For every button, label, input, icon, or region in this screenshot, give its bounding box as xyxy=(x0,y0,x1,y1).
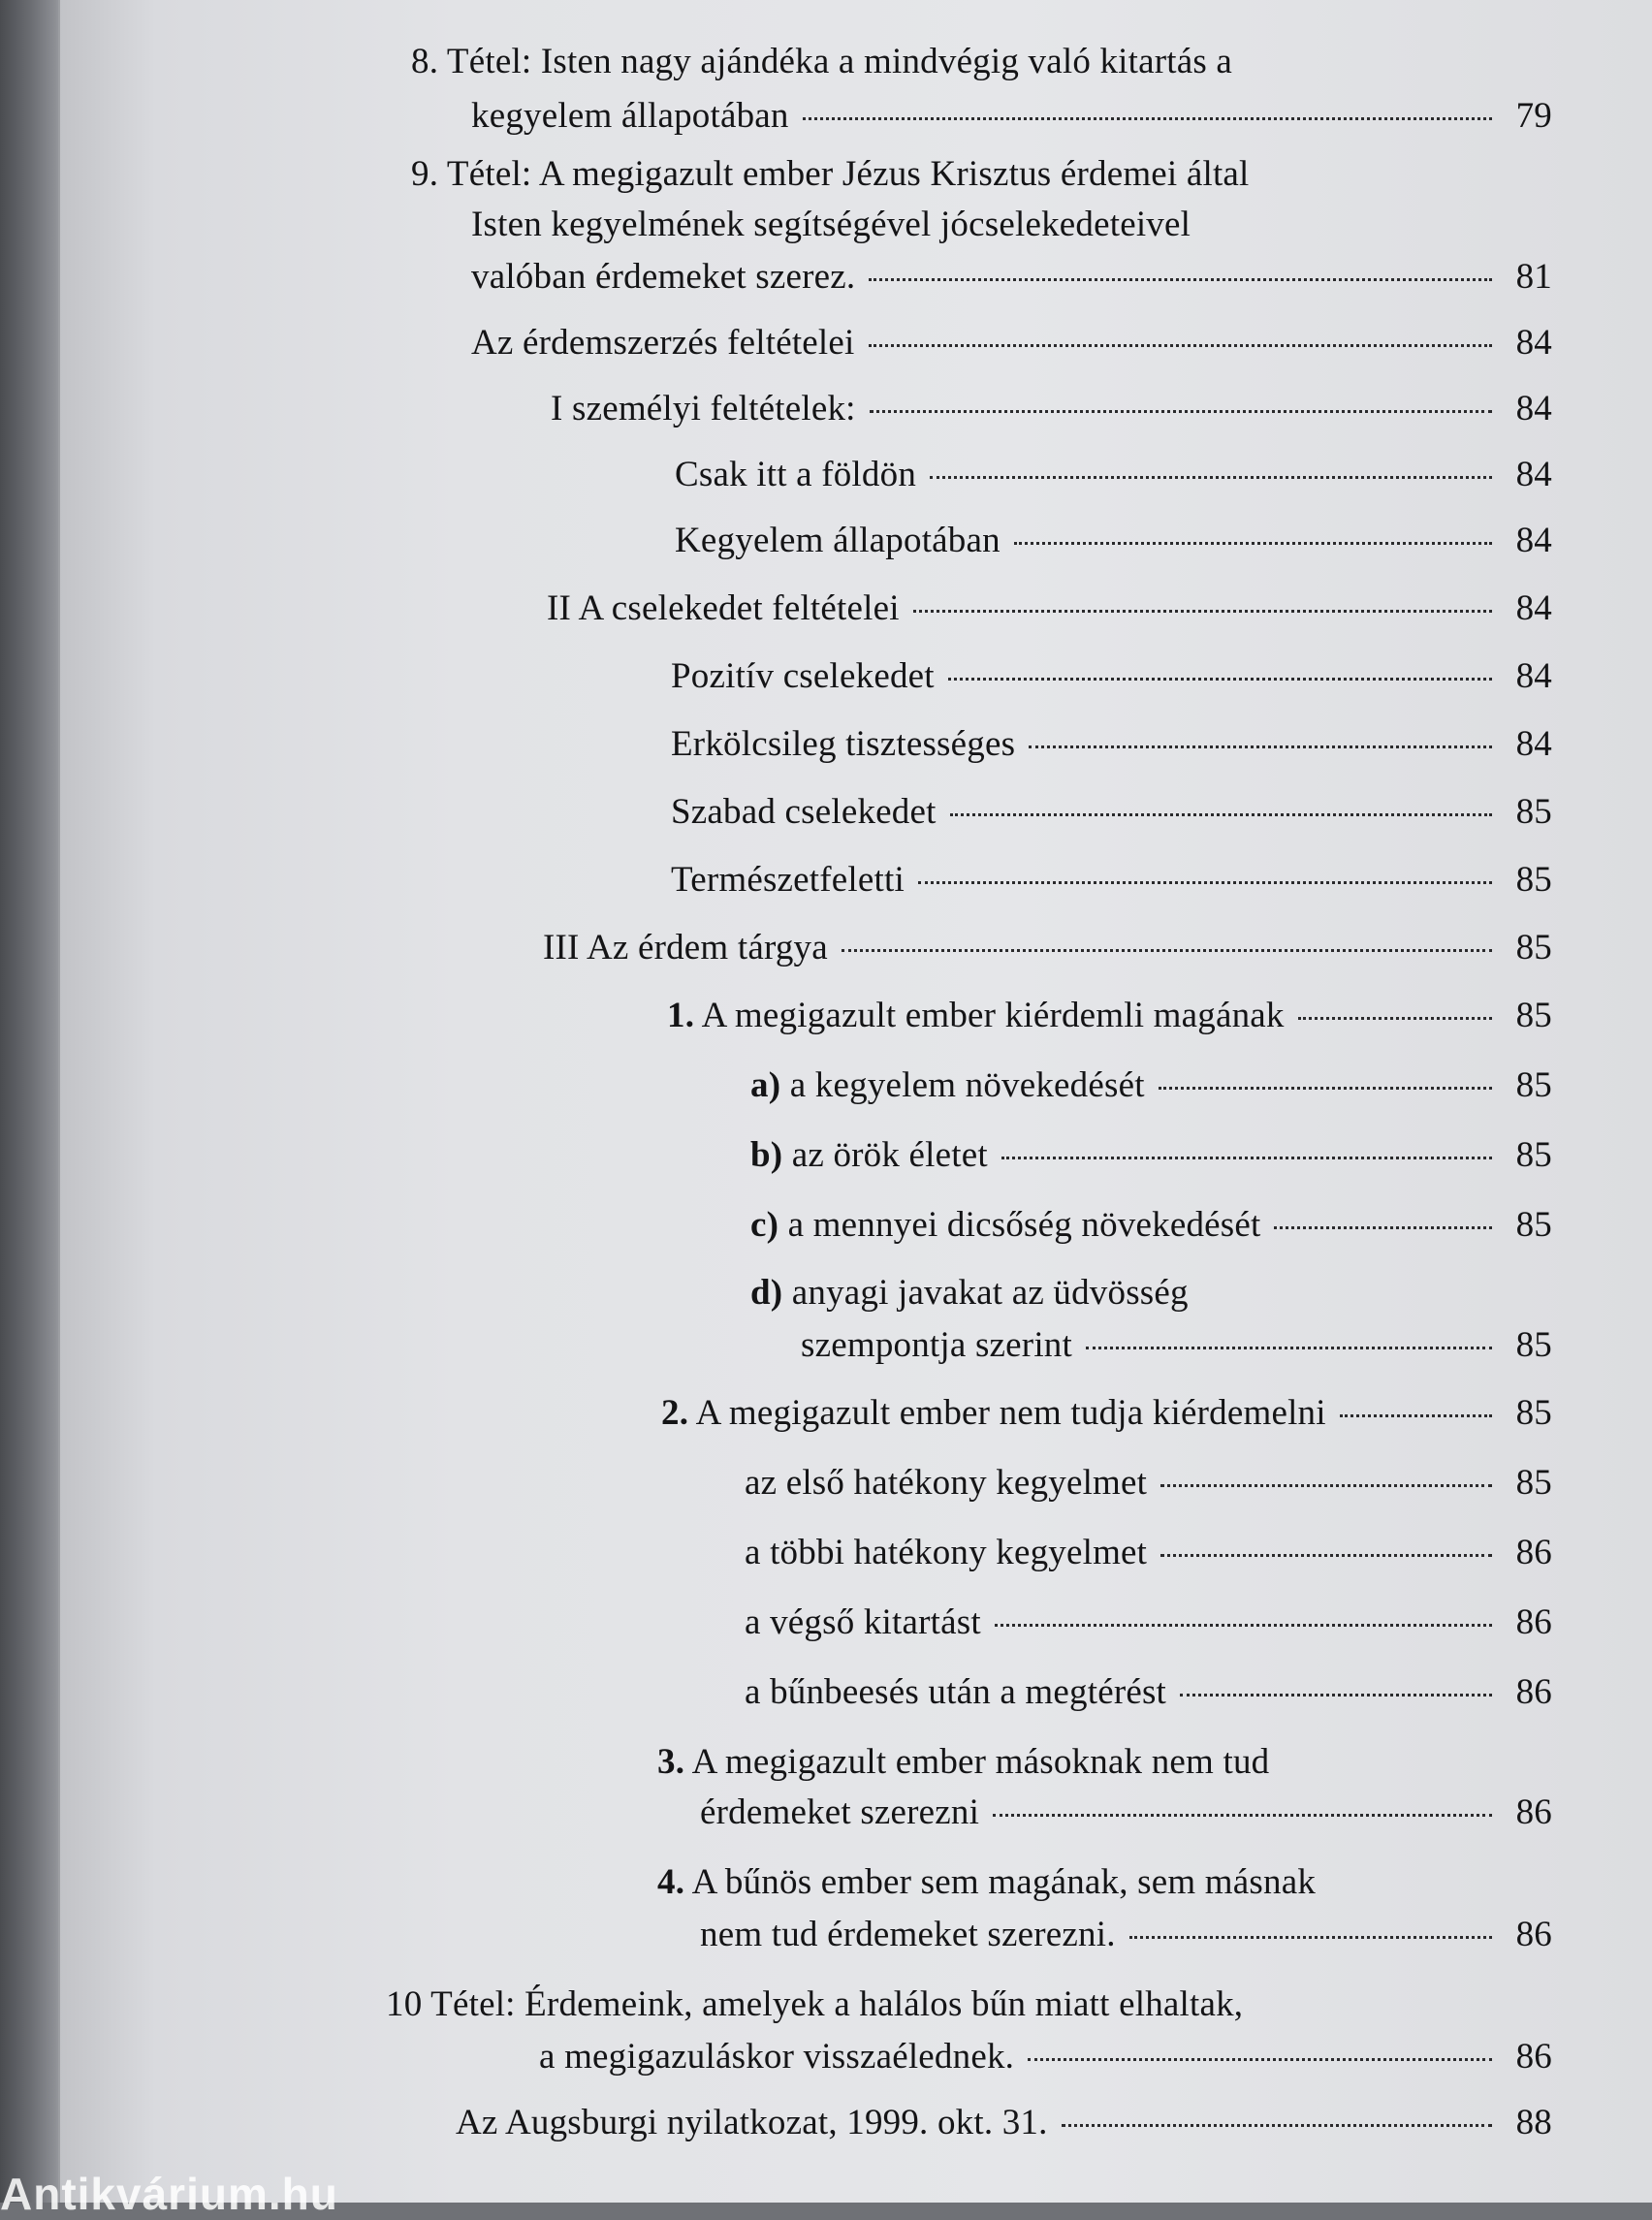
dot-leader xyxy=(1129,1936,1492,1939)
watermark-logo: Antikvárium.hu xyxy=(0,2169,338,2219)
dot-leader xyxy=(995,1624,1492,1627)
item-letter: b) xyxy=(750,1135,783,1175)
toc-entry-text: Isten kegyelmének segítségével jócselekedeteivel xyxy=(471,205,1191,244)
toc-entry-text: a megigazuláskor visszaélednek. xyxy=(539,2037,1015,2077)
toc-entry-text: A megigazult ember másoknak nem tud xyxy=(691,1742,1270,1782)
page-number: 84 xyxy=(1515,724,1552,764)
toc-entry-text: Erkölcsileg tisztességes xyxy=(671,724,1016,764)
page-number: 84 xyxy=(1515,323,1552,363)
dot-leader xyxy=(1298,1017,1492,1020)
page-number: 84 xyxy=(1515,588,1552,628)
page-number: 85 xyxy=(1515,996,1552,1035)
page-number: 86 xyxy=(1515,1602,1552,1642)
toc-entry xyxy=(657,1861,1552,1958)
dot-leader xyxy=(918,881,1492,884)
toc-entry-text: III Az érdem tárgya xyxy=(543,928,828,967)
item-number: 1. xyxy=(667,996,695,1035)
toc-entry-text: valóban érdemeket szerez. xyxy=(471,257,856,297)
toc-entry-text: kegyelem állapotában xyxy=(471,96,789,136)
page-number: 85 xyxy=(1515,1135,1552,1175)
dot-leader xyxy=(1001,1157,1492,1159)
dot-leader xyxy=(1160,1484,1492,1487)
toc-entry-text: a többi hatékony kegyelmet xyxy=(745,1533,1148,1572)
toc-entry xyxy=(750,1272,1552,1369)
dot-leader xyxy=(1028,2058,1492,2061)
page-number: 88 xyxy=(1515,2103,1552,2142)
toc-entry-text: nem tud érdemeket szerezni. xyxy=(700,1915,1116,1954)
toc-entry-text: Szabad cselekedet xyxy=(671,792,937,832)
dot-leader xyxy=(948,678,1492,681)
toc-entry-text: Csak itt a földön xyxy=(675,455,917,494)
toc-entry-text: az első hatékony kegyelmet xyxy=(745,1463,1148,1503)
dot-leader xyxy=(1274,1226,1492,1229)
toc-entry-text: Kegyelem állapotában xyxy=(675,521,1001,560)
dot-leader xyxy=(993,1814,1492,1817)
toc-entry-text: II A cselekedet feltételei xyxy=(547,588,900,628)
dot-leader xyxy=(1086,1347,1492,1349)
dot-leader xyxy=(869,344,1492,347)
page-number: 79 xyxy=(1515,96,1552,136)
toc-entry-text: Az Augsburgi nyilatkozat, 1999. okt. 31. xyxy=(456,2103,1048,2142)
toc-entry-text: A bűnös ember sem magának, sem másnak xyxy=(691,1862,1317,1902)
page-number: 84 xyxy=(1515,656,1552,696)
dot-leader xyxy=(869,278,1492,281)
toc-entry-text: a kegyelem növekedését xyxy=(789,1065,1145,1105)
page-number: 85 xyxy=(1515,860,1552,900)
toc-entry xyxy=(386,1983,1552,2080)
toc-entry-text: érdemeket szerezni xyxy=(700,1792,980,1832)
dot-leader xyxy=(950,813,1492,816)
item-number: 4. xyxy=(657,1862,685,1902)
toc-entry xyxy=(411,153,1552,299)
page-number: 85 xyxy=(1515,1065,1552,1105)
page-number: 84 xyxy=(1515,455,1552,494)
toc-entry-text: az örök életet xyxy=(791,1135,988,1175)
page-number: 86 xyxy=(1515,1533,1552,1572)
page-number: 85 xyxy=(1515,1325,1552,1365)
toc-entry-text: a végső kitartást xyxy=(745,1602,981,1642)
page-number: 86 xyxy=(1515,2037,1552,2077)
page-number: 86 xyxy=(1515,1672,1552,1712)
page-number: 85 xyxy=(1515,1205,1552,1245)
toc-entry-text: szempontja szerint xyxy=(801,1325,1072,1365)
dot-leader xyxy=(1180,1694,1492,1697)
dot-leader xyxy=(842,949,1492,952)
page-number: 81 xyxy=(1515,257,1552,297)
toc-entry-text: Természetfeletti xyxy=(671,860,905,900)
page-number: 84 xyxy=(1515,389,1552,428)
toc-entry-text: a mennyei dicsőség növekedését xyxy=(787,1205,1261,1245)
dot-leader xyxy=(870,410,1492,413)
toc-entry-text: Az érdemszerzés feltételei xyxy=(471,323,855,363)
page-number: 86 xyxy=(1515,1792,1552,1832)
dot-leader xyxy=(1340,1414,1492,1417)
toc-entry xyxy=(657,1741,1552,1838)
toc-entry-text: 9. Tétel: A megigazult ember Jézus Krisztus érdemei által xyxy=(411,154,1250,194)
toc-entry-text: a bűnbeesés után a megtérést xyxy=(745,1672,1167,1712)
item-letter: a) xyxy=(750,1065,781,1105)
item-letter: d) xyxy=(750,1273,783,1313)
toc-entry xyxy=(411,41,1552,138)
dot-leader xyxy=(1160,1554,1492,1557)
dot-leader xyxy=(1029,745,1492,748)
page-number: 85 xyxy=(1515,792,1552,832)
page-number: 85 xyxy=(1515,1463,1552,1503)
toc-entry-text: 10 Tétel: Érdemeink, amelyek a halálos bűn miatt elhaltak, xyxy=(386,1984,1244,2024)
dot-leader xyxy=(803,117,1492,120)
page-number: 85 xyxy=(1515,1393,1552,1433)
item-number: 3. xyxy=(657,1742,685,1782)
dot-leader xyxy=(913,610,1492,613)
item-letter: c) xyxy=(750,1205,779,1245)
toc-entry-text: anyagi javakat az üdvösség xyxy=(791,1273,1189,1313)
toc-entry-text: A megigazult ember nem tudja kiérdemelni xyxy=(695,1393,1326,1433)
toc-entry-text: I személyi feltételek: xyxy=(551,389,856,428)
dot-leader xyxy=(1014,542,1492,545)
dot-leader xyxy=(930,476,1492,479)
toc-entry-text: Pozitív cselekedet xyxy=(671,656,935,696)
dot-leader xyxy=(1159,1087,1492,1090)
toc-entry-text: 8. Tétel: Isten nagy ajándéka a mindvégig való kitartás a xyxy=(411,42,1233,81)
item-number: 2. xyxy=(661,1393,689,1433)
toc-entry-text: A megigazult ember kiérdemli magának xyxy=(701,996,1285,1035)
page-number: 84 xyxy=(1515,521,1552,560)
dot-leader xyxy=(1062,2124,1492,2127)
page-number: 86 xyxy=(1515,1915,1552,1954)
page-number: 85 xyxy=(1515,928,1552,967)
